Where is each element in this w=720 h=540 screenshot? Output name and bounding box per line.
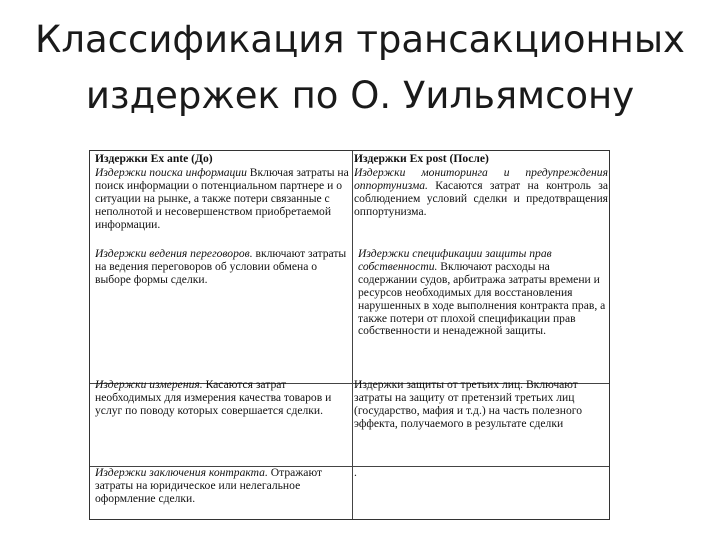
cell-contract-costs <box>95 467 350 506</box>
cell-negotiation-costs <box>95 248 350 287</box>
cell-term: Издержки заключения контракта. <box>95 467 268 479</box>
cell-third-party-costs <box>354 379 608 431</box>
cell-term: Издержки измерения. <box>95 379 203 391</box>
column-divider <box>352 151 353 519</box>
cell-property-rights-costs <box>358 248 608 338</box>
cell-description: Издержки защиты от третьих лиц. Включают затраты на защиту от претензий третьих лиц (государство, мафия и т.д.) на часть полезного эффекта, получаемого в результате сделки <box>354 379 583 430</box>
cell-search-costs <box>95 167 350 232</box>
cell-description: Включая затраты на поиск информации о потенциальном партнере и о ситуации на рынке, а также потери связанные с неполнотой и несовершенством приобретаемой информации. <box>95 167 349 231</box>
cell-description: Отражают затраты на юридическое или нелегальное оформление сделки. <box>95 467 323 505</box>
cell-term: Издержки спецификации защиты прав собственности. <box>358 248 552 273</box>
cell-description: Касаются затрат необходимых для измерения качества товаров и услуг по поводу которых совершается сделки. <box>95 379 332 417</box>
cell-monitoring-costs <box>354 167 608 219</box>
title-line-1: Классификация трансакционных <box>35 18 685 61</box>
cell-description: . <box>354 467 357 479</box>
title-line-2: издержек по О. Уильямсону <box>85 74 635 117</box>
cell-measurement-costs <box>95 379 350 418</box>
cell-term: Издержки мониторинга и предупреждения оппортунизма. <box>354 167 608 192</box>
cell-description: Касаются затрат на контроль за соблюдением условий сделки и предотвращения оппортунизма. <box>354 178 608 218</box>
cell-description: Включают расходы на содержании судов, арбитража затраты времени и ресурсов необходимых для восстановления нарушенных в ходе выполнения контракта прав, а также потери от плохой спецификации прав собственности и ненадежной защиты. <box>358 259 606 338</box>
cell-empty <box>354 467 608 480</box>
cell-term: Издержки поиска информации <box>95 167 247 179</box>
cell-description: включают затраты на ведения переговоров об условии обмена о выборе формы сделки. <box>95 248 347 286</box>
header-ex-post: Издержки Ex post (После) <box>354 153 489 165</box>
classification-table <box>89 150 610 520</box>
slide-title <box>20 12 700 124</box>
header-ex-ante: Издержки Ex ante (До) <box>95 153 213 165</box>
cell-term: Издержки ведения переговоров. <box>95 248 253 260</box>
